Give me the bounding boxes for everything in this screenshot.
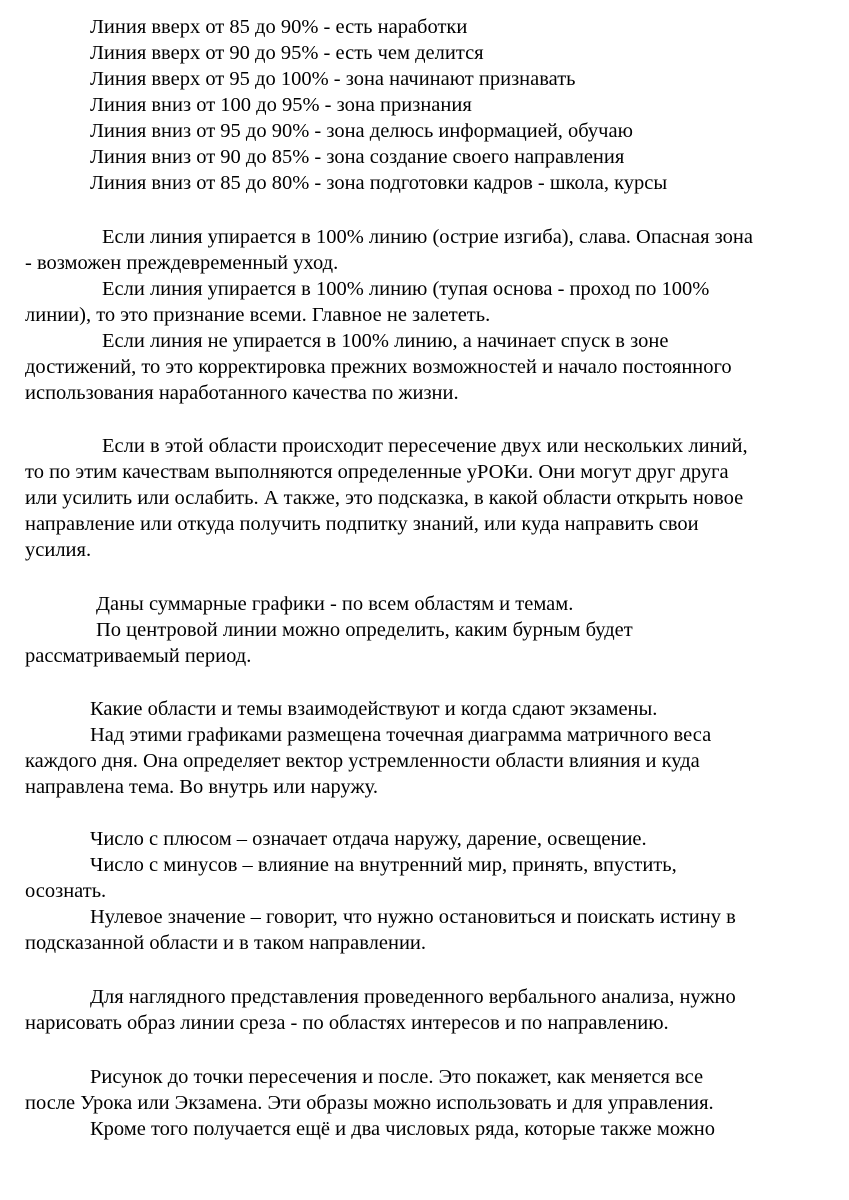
matrix-line-2: Над этими графиками размещена точечная диаграмма матричного веса: [90, 724, 712, 746]
numbers-line-1: Число с плюсом – означает отдача наружу, дарение, освещение.: [90, 828, 647, 850]
peak-line-5: Если линия не упирается в 100% линию, а начинает спуск в зоне: [102, 330, 669, 352]
zone-line-3: Линия вверх от 95 до 100% - зона начинают признавать: [90, 68, 576, 90]
summary-line-3: рассматриваемый период.: [25, 645, 252, 667]
numbers-line-4: Нулевое значение – говорит, что нужно остановиться и поискать истину в: [90, 906, 736, 928]
numbers-line-2: Число с минусов – влияние на внутренний мир, принять, впустить,: [90, 854, 677, 876]
peak-line-4: линии), то это признание всеми. Главное не залететь.: [25, 304, 491, 326]
visual-line-2: нарисовать образ линии среза - по областях интересов и по направлению.: [25, 1012, 669, 1034]
intersection-line-3: или усилить или ослабить. А также, это подсказка, в какой области открыть новое: [25, 487, 744, 509]
drawing-line-2: после Урока или Экзамена. Эти образы можно использовать и для управления.: [25, 1092, 714, 1114]
zone-line-7: Линия вниз от 85 до 80% - зона подготовки кадров - школа, курсы: [90, 172, 668, 194]
matrix-line-3: каждого дня. Она определяет вектор устремленности области влияния и куда: [25, 750, 700, 772]
peak-line-1: Если линия упирается в 100% линию (острие изгиба), слава. Опасная зона: [102, 226, 753, 248]
intersection-line-2: то по этим качествам выполняются определенные уРОКи. Они могут друг друга: [25, 461, 729, 483]
peak-line-3: Если линия упирается в 100% линию (тупая основа - проход по 100%: [102, 278, 710, 300]
zone-line-4: Линия вниз от 100 до 95% - зона признания: [90, 94, 472, 116]
intersection-line-5: усилия.: [25, 539, 92, 561]
zone-line-6: Линия вниз от 90 до 85% - зона создание своего направления: [90, 146, 625, 168]
numbers-line-3: осознать.: [25, 880, 107, 902]
drawing-line-3: Кроме того получается ещё и два числовых ряда, которые также можно: [90, 1118, 715, 1140]
summary-line-2: По центровой линии можно определить, каким бурным будет: [96, 619, 633, 641]
matrix-line-1: Какие области и темы взаимодействуют и когда сдают экзамены.: [90, 698, 658, 720]
matrix-line-4: направлена тема. Во внутрь или наружу.: [25, 776, 378, 798]
drawing-line-1: Рисунок до точки пересечения и после. Это покажет, как меняется все: [90, 1066, 704, 1088]
peak-line-6: достижений, то это корректировка прежних возможностей и начало постоянного: [25, 356, 732, 378]
visual-line-1: Для наглядного представления проведенного вербального анализа, нужно: [90, 986, 736, 1008]
summary-line-1: Даны суммарные графики - по всем областям и темам.: [96, 593, 574, 615]
zone-line-1: Линия вверх от 85 до 90% - есть наработки: [90, 16, 468, 38]
numbers-line-5: подсказанной области и в таком направлении.: [25, 932, 427, 954]
zone-line-5: Линия вниз от 95 до 90% - зона делюсь информацией, обучаю: [90, 120, 633, 142]
peak-line-2: - возможен преждевременный уход.: [25, 252, 339, 274]
intersection-line-4: направление или откуда получить подпитку знаний, или куда направить свои: [25, 513, 699, 535]
peak-line-7: использования наработанного качества по жизни.: [25, 382, 459, 404]
intersection-line-1: Если в этой области происходит пересечение двух или нескольких линий,: [102, 435, 748, 457]
zone-line-2: Линия вверх от 90 до 95% - есть чем делится: [90, 42, 484, 64]
